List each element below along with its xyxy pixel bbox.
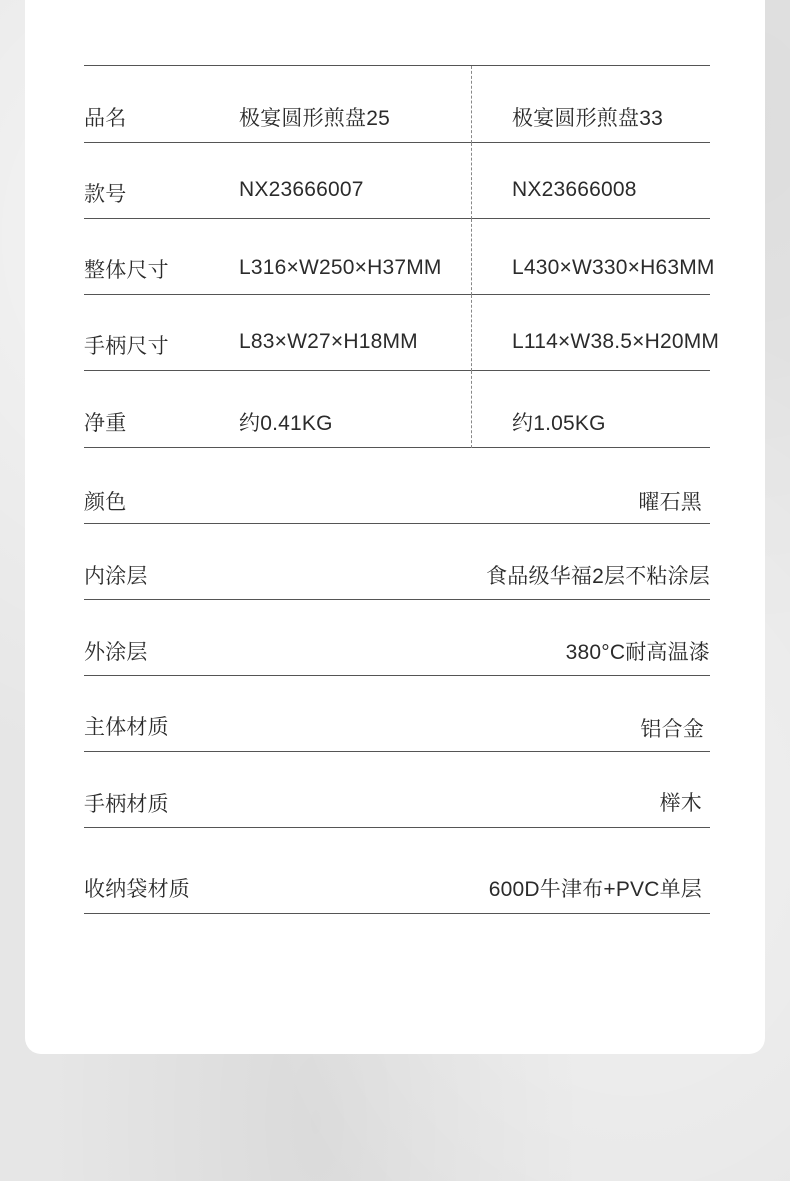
row-label: 颜色 (84, 491, 127, 514)
row-label: 款号 (84, 183, 127, 206)
row-label: 内涂层 (84, 565, 148, 588)
row-value-model-33: L114×W38.5×H20MM (512, 330, 720, 353)
row-label: 主体材质 (84, 716, 169, 739)
row-value-model-25: L316×W250×H37MM (239, 256, 442, 279)
spec-row-handle-size (84, 295, 720, 371)
row-value: 食品级华福2层不粘涂层 (486, 565, 710, 588)
row-value-model-25: NX23666007 (239, 178, 364, 201)
row-value: 600D牛津布+PVC单层 (488, 878, 702, 901)
row-value: 铝合金 (640, 718, 704, 741)
spec-row-inner-coating (84, 524, 710, 600)
spec-row-outer-coating (84, 600, 710, 676)
row-label: 外涂层 (84, 641, 148, 664)
row-value-model-33: 约1.05KG (512, 412, 606, 435)
spec-row-sku (84, 143, 710, 219)
row-label: 手柄材质 (84, 793, 169, 816)
row-value: 榉木 (659, 792, 702, 815)
row-label: 收纳袋材质 (84, 878, 190, 901)
row-value-model-33: L430×W330×H63MM (512, 256, 715, 279)
row-value: 380°C耐高温漆 (565, 641, 710, 664)
row-label: 手柄尺寸 (84, 335, 169, 358)
spec-row-handle-material (84, 752, 710, 828)
spec-row-name (84, 66, 710, 143)
spec-row-bag-material (84, 828, 710, 914)
row-value-model-25: L83×W27×H18MM (239, 330, 418, 353)
row-value-model-25: 极宴圆形煎盘25 (239, 107, 390, 130)
row-value-model-33: 极宴圆形煎盘33 (512, 107, 663, 130)
row-label: 品名 (84, 107, 127, 130)
row-value-model-25: 约0.41KG (239, 412, 333, 435)
row-value-model-33: NX23666008 (512, 178, 637, 201)
spec-row-color (84, 448, 710, 524)
row-label: 整体尺寸 (84, 259, 169, 282)
spec-row-overall-size (84, 219, 715, 295)
spec-row-net-weight (84, 371, 710, 448)
row-label: 净重 (84, 412, 127, 435)
spec-table (84, 65, 720, 914)
row-value: 曜石黑 (638, 491, 702, 514)
spec-row-body-material (84, 676, 710, 752)
